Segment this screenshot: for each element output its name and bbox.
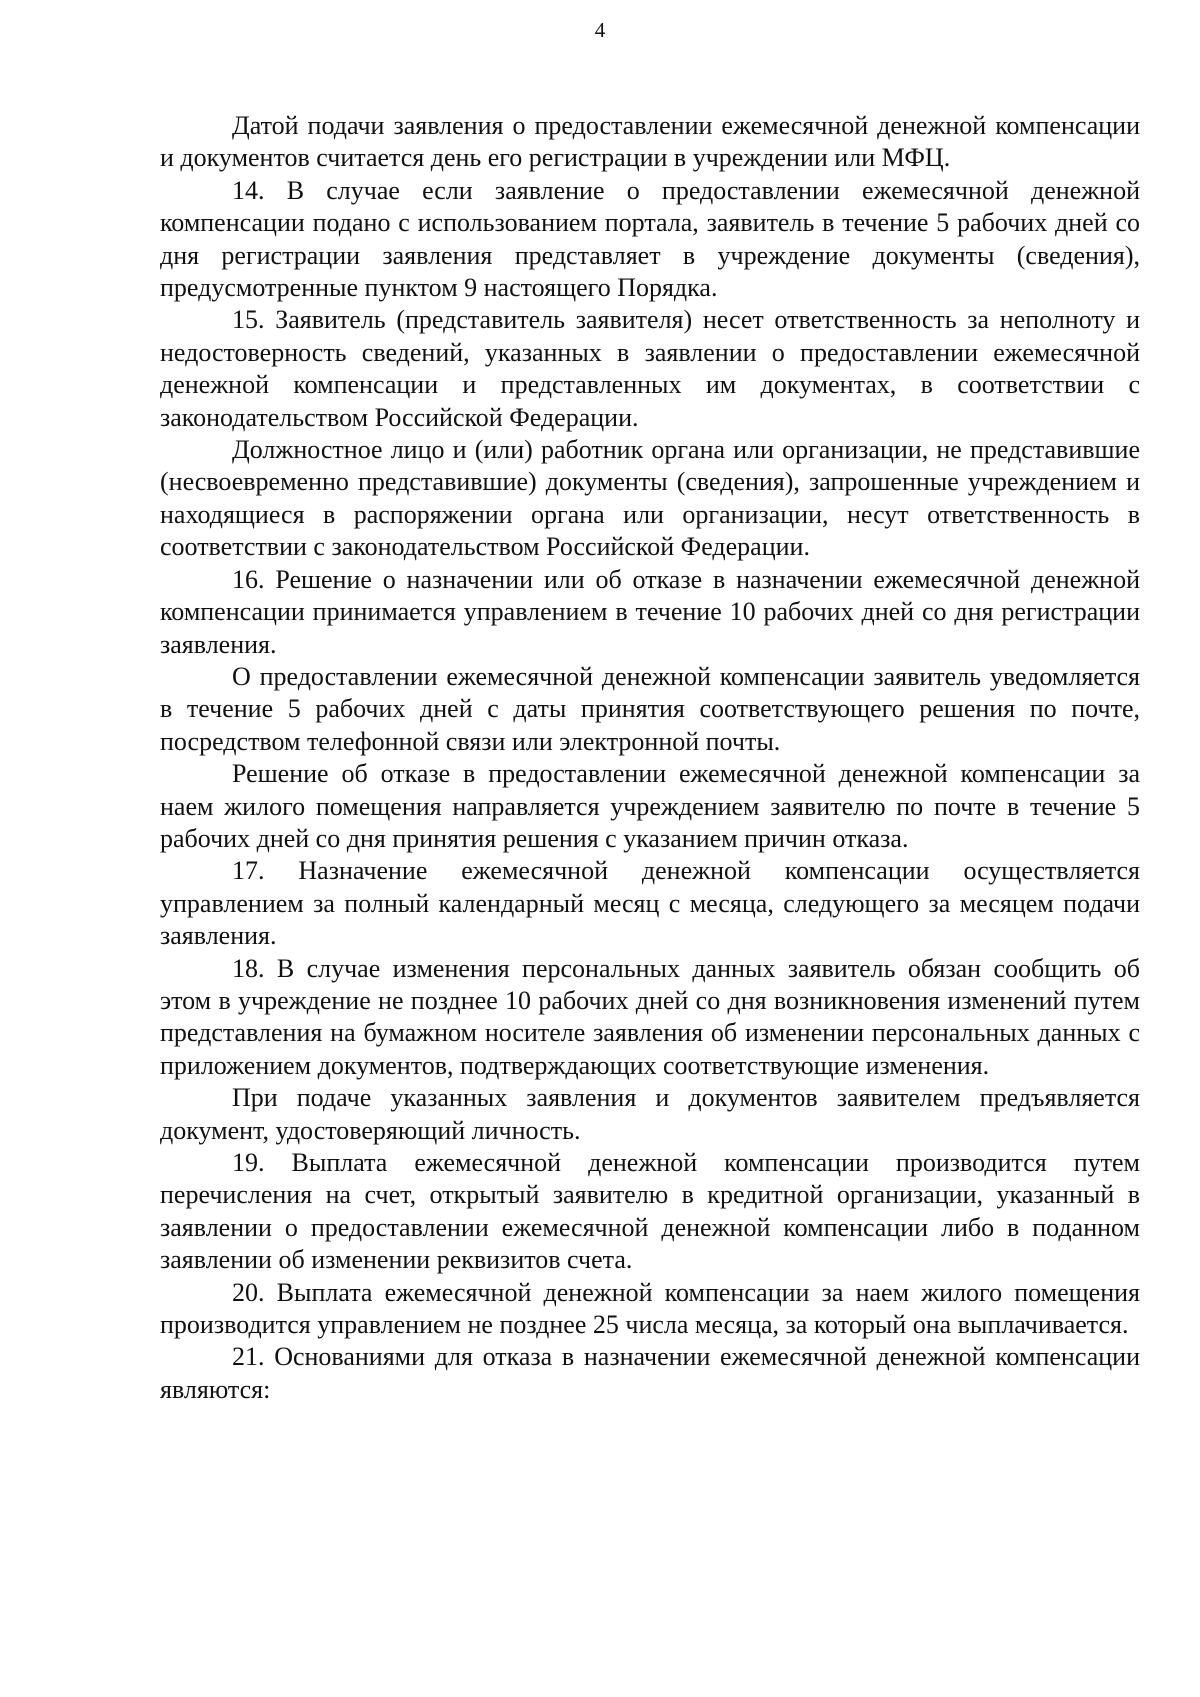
paragraph: 15. Заявитель (представитель заявителя) несет ответственность за неполноту и недостоверность сведений, указанных в заявлении о предоставлении ежемесячной денежной компенсации и представленных им документах, в соответствии с законодательством Российской Федерации. <box>160 305 1140 432</box>
paragraph: 17. Назначение ежемесячной денежной компенсации осуществляется управлением за полный календарный месяц с месяца, следующего за месяцем подачи заявления. <box>160 856 1140 951</box>
paragraph: Должностное лицо и (или) работник органа или организации, не представившие (несвоевременно представившие) документы (сведения), запрошенные учреждением и находящиеся в распоряжении органа или организации, несут ответственность в соответствии с законодательством Российской Федерации. <box>160 435 1140 562</box>
page-number: 4 <box>594 18 606 42</box>
paragraph: 19. Выплата ежемесячной денежной компенсации производится путем перечисления на счет, открытый заявителю в кредитной организации, указанный в заявлении о предоставлении ежемесячной денежной компенсации либо в поданном заявлении об изменении реквизитов счета. <box>160 1148 1140 1275</box>
paragraph: Решение об отказе в предоставлении ежемесячной денежной компенсации за наем жилого помещения направляется учреждением заявителю по почте в течение 5 рабочих дней со дня принятия решения с указанием причин отказа. <box>160 759 1140 853</box>
paragraph: Датой подачи заявления о предоставлении ежемесячной денежной компенсации и документов считается день его регистрации в учреждении или МФЦ. <box>160 111 1140 173</box>
paragraph: 18. В случае изменения персональных данных заявитель обязан сообщить об этом в учреждение не позднее 10 рабочих дней со дня возникновения изменений путем представления на бумажном носителе заявления об изменении персональных данных с приложением документов, подтверждающих соответствующие изменения. <box>160 953 1140 1080</box>
document-body <box>160 110 1140 1406</box>
paragraph: 20. Выплата ежемесячной денежной компенсации за наем жилого помещения производится управлением не позднее 25 числа месяца, за который она выплачивается. <box>160 1277 1140 1340</box>
paragraph: При подаче указанных заявления и документов заявителем предъявляется документ, удостоверяющий личность. <box>160 1083 1140 1145</box>
paragraph: О предоставлении ежемесячной денежной компенсации заявитель уведомляется в течение 5 рабочих дней с даты принятия соответствующего решения по почте, посредством телефонной связи или электронной почты. <box>160 661 1140 756</box>
paragraph: 21. Основаниями для отказа в назначении ежемесячной денежной компенсации являются: <box>160 1342 1140 1404</box>
paragraph: 16. Решение о назначении или об отказе в назначении ежемесячной денежной компенсации принимается управлением в течение 10 рабочих дней со дня регистрации заявления. <box>160 564 1140 659</box>
paragraph: 14. В случае если заявление о предоставлении ежемесячной денежной компенсации подано с использованием портала, заявитель в течение 5 рабочих дней со дня регистрации заявления представляет в учреждение документы (сведения), предусмотренные пунктом 9 настоящего Порядка. <box>160 175 1140 303</box>
